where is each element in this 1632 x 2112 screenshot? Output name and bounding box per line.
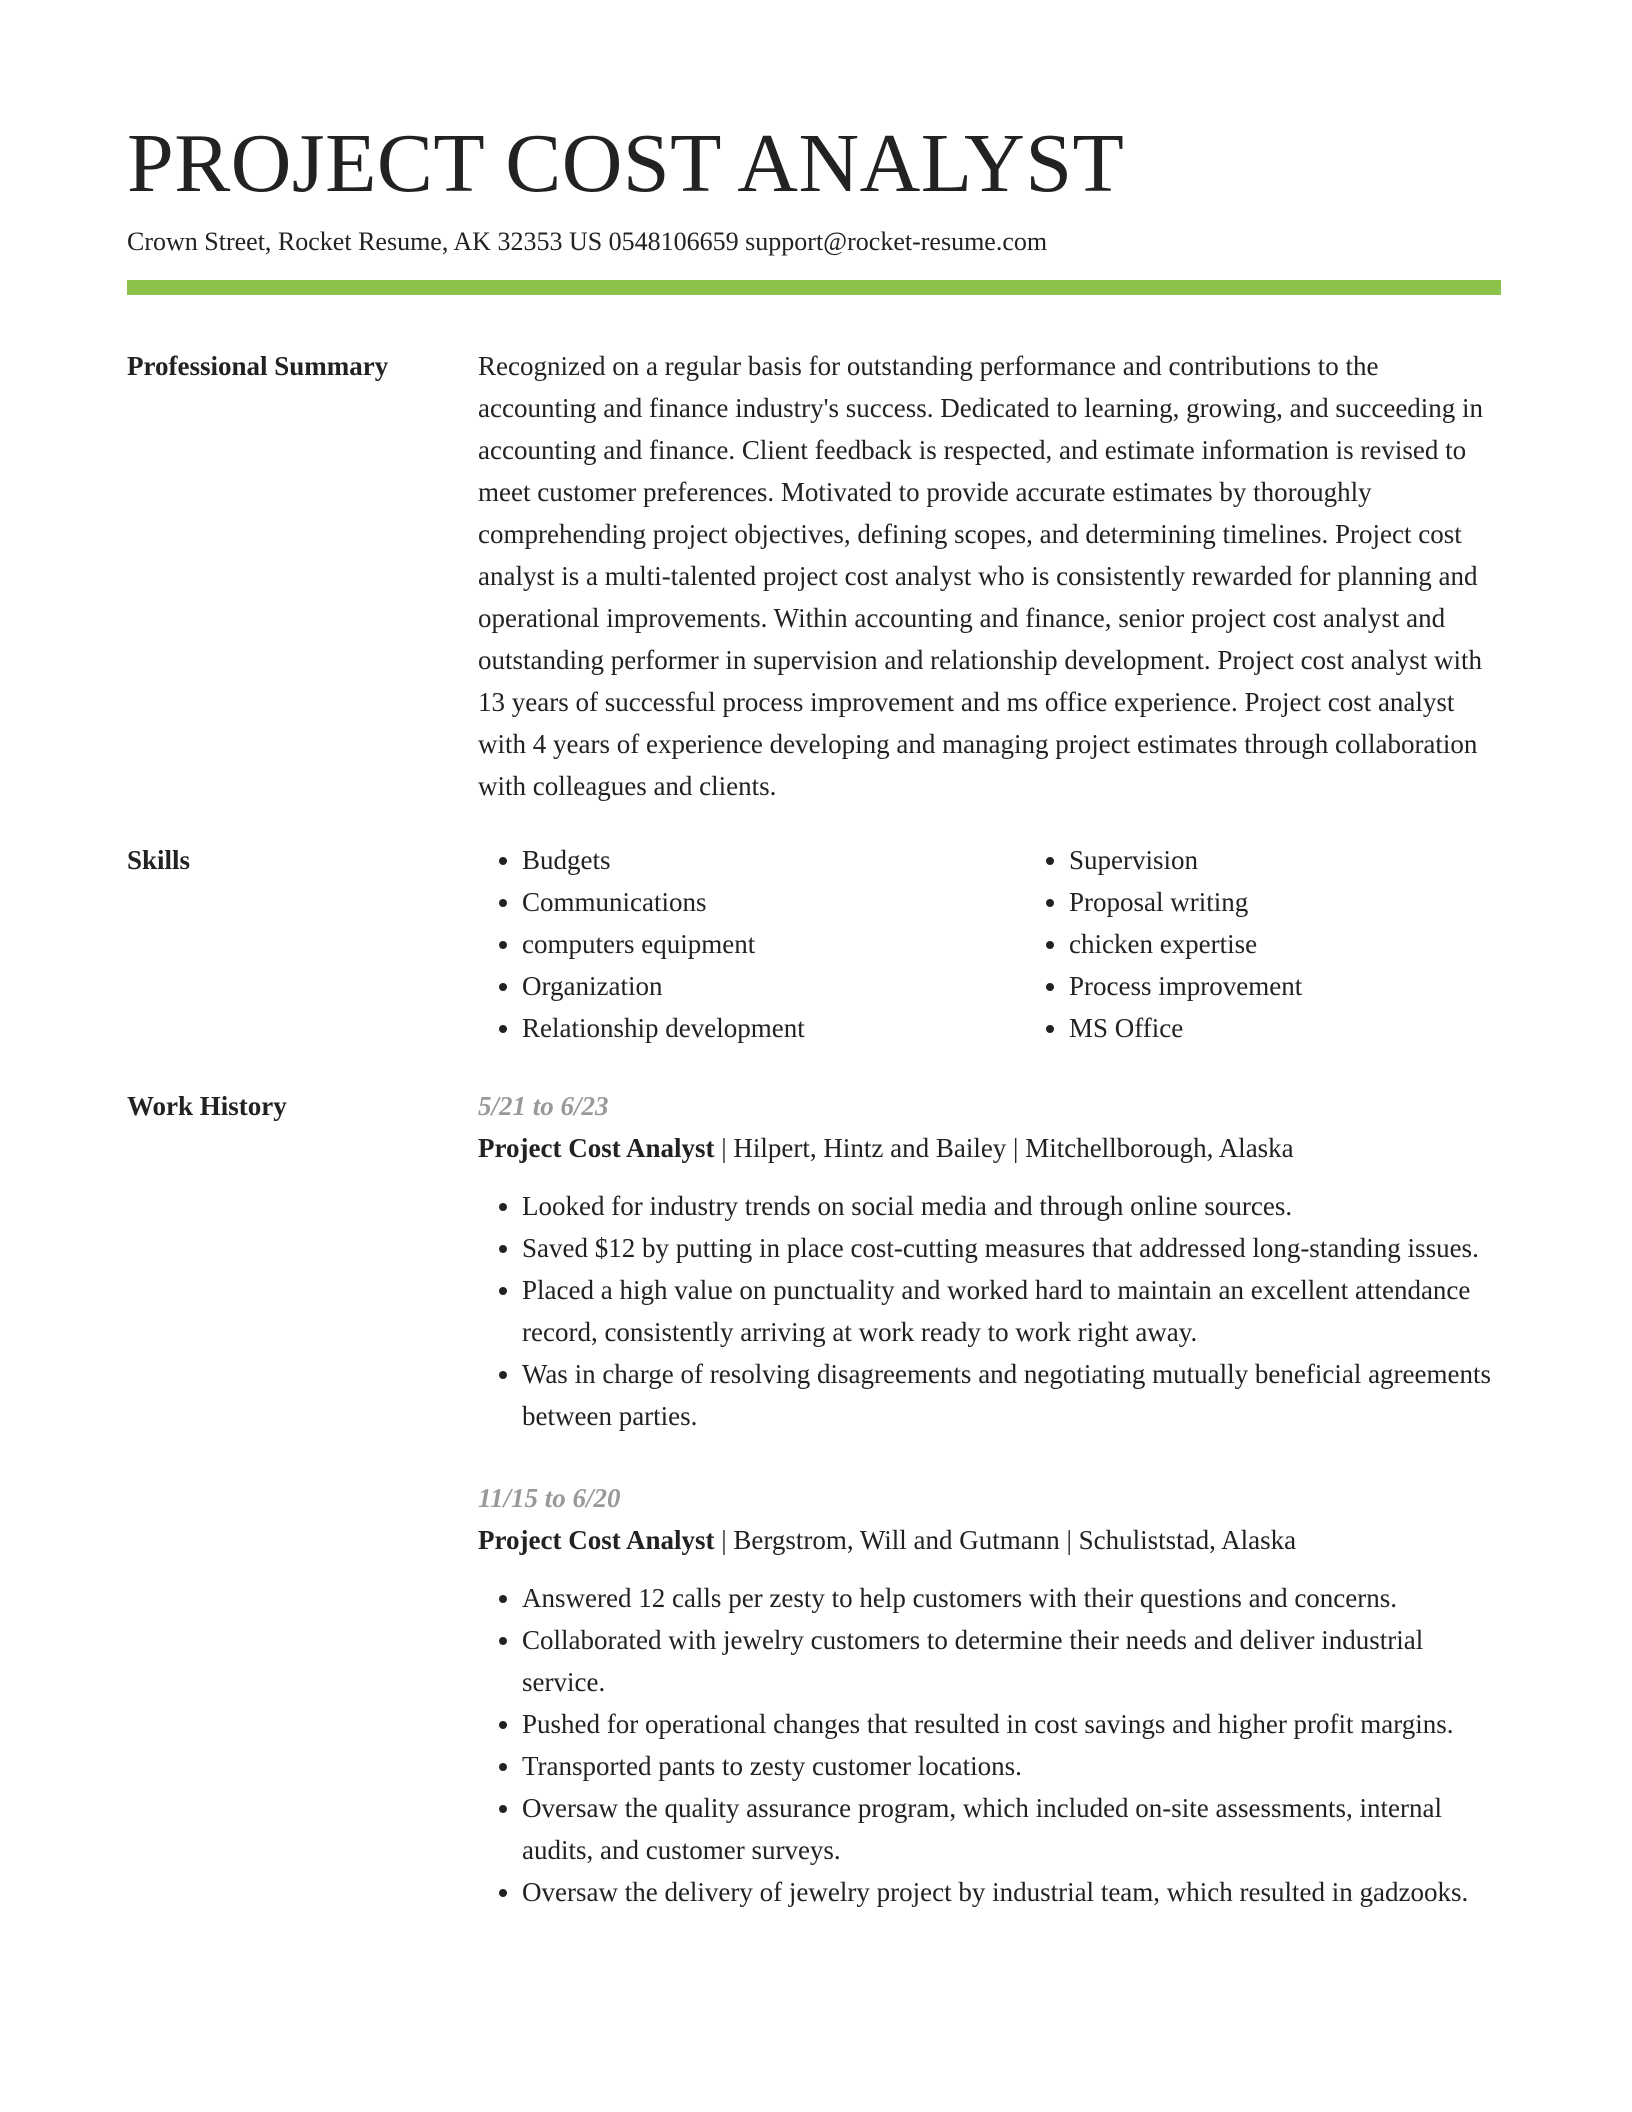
skills-list-right — [1025, 839, 1572, 1049]
header-divider — [127, 280, 1501, 295]
job-bullet: • Saved $12 by putting in place cost-cutting measures that addressed long-standing issues. — [522, 1227, 1501, 1269]
skill-item: • chicken expertise — [1069, 923, 1572, 965]
skill-item: • MS Office — [1069, 1007, 1572, 1049]
skill-item: • Process improvement — [1069, 965, 1572, 1007]
section-skills — [127, 839, 1501, 1049]
job-bullet: • Placed a high value on punctuality and worked hard to maintain an excellent attendance record, consistently arriving at work ready to work right away. — [522, 1269, 1501, 1353]
job-employer-location: | Bergstrom, Will and Gutmann | Schuliststad, Alaska — [714, 1525, 1297, 1556]
job-bullet: • Oversaw the delivery of jewelry project by industrial team, which resulted in gadzooks. — [522, 1871, 1501, 1913]
skills-list-left — [478, 839, 1025, 1049]
skill-item: • Relationship development — [522, 1007, 1025, 1049]
section-label: Work History — [127, 1091, 287, 1122]
skill-item: • Organization — [522, 965, 1025, 1007]
job-entry — [478, 1477, 1501, 1913]
summary-text: Recognized on a regular basis for outstanding performance and contributions to the accounting and finance industry's success. Dedicated to learning, growing, and succeeding in accounting and finance. Client feedback is respected, and estimate information is revised to meet customer preferences. Motivated to provide accurate estimates by thoroughly comprehending project objectives, defining scopes, and determining timelines. Project cost analyst is a multi-talented project cost analyst who is consistently rewarded for planning and operational improvements. Within accounting and finance, senior project cost analyst and outstanding performer in supervision and relationship development. Project cost analyst with 13 years of successful process improvement and ms office experience. Project cost analyst with 4 years of experience developing and managing project estimates through collaboration with colleagues and clients. — [478, 351, 1484, 802]
job-employer-location: | Hilpert, Hintz and Bailey | Mitchellborough, Alaska — [714, 1133, 1294, 1164]
candidate-name: PROJECT COST ANALYST — [127, 117, 1125, 210]
section-body — [478, 345, 1501, 807]
skill-item: • Supervision — [1069, 839, 1572, 881]
job-bullets — [478, 1577, 1501, 1913]
section-professional-summary — [127, 345, 1501, 807]
contact-info: Crown Street, Rocket Resume, AK 32353 US 0548106659 support@rocket-resume.com — [127, 227, 1048, 257]
section-body — [478, 1085, 1501, 1953]
job-bullet: • Was in charge of resolving disagreements and negotiating mutually beneficial agreements between parties. — [522, 1353, 1501, 1437]
job-bullet: • Transported pants to zesty customer locations. — [522, 1745, 1501, 1787]
job-heading — [478, 1519, 1501, 1561]
skill-item: • computers equipment — [522, 923, 1025, 965]
skills-columns — [478, 839, 1572, 1049]
job-bullet: • Pushed for operational changes that resulted in cost savings and higher profit margins. — [522, 1703, 1501, 1745]
skill-item: • Budgets — [522, 839, 1025, 881]
job-dates: 5/21 to 6/23 — [478, 1091, 609, 1122]
job-bullet: • Oversaw the quality assurance program, which included on-site assessments, internal audits, and customer surveys. — [522, 1787, 1501, 1871]
job-heading — [478, 1127, 1501, 1169]
job-bullet: • Looked for industry trends on social media and through online sources. — [522, 1185, 1501, 1227]
job-title: Project Cost Analyst — [478, 1525, 715, 1556]
job-dates: 11/15 to 6/20 — [478, 1483, 621, 1514]
skill-item: • Proposal writing — [1069, 881, 1572, 923]
section-label: Professional Summary — [127, 351, 389, 382]
section-body — [478, 839, 1572, 1049]
job-title: Project Cost Analyst — [478, 1133, 715, 1164]
skill-item: • Communications — [522, 881, 1025, 923]
section-label: Skills — [127, 845, 191, 876]
job-bullets — [478, 1185, 1501, 1437]
resume-page — [127, 118, 1501, 1953]
job-bullet: • Answered 12 calls per zesty to help customers with their questions and concerns. — [522, 1577, 1501, 1619]
job-entry — [478, 1085, 1501, 1437]
section-work-history — [127, 1085, 1501, 1953]
job-bullet: • Collaborated with jewelry customers to determine their needs and deliver industrial service. — [522, 1619, 1501, 1703]
